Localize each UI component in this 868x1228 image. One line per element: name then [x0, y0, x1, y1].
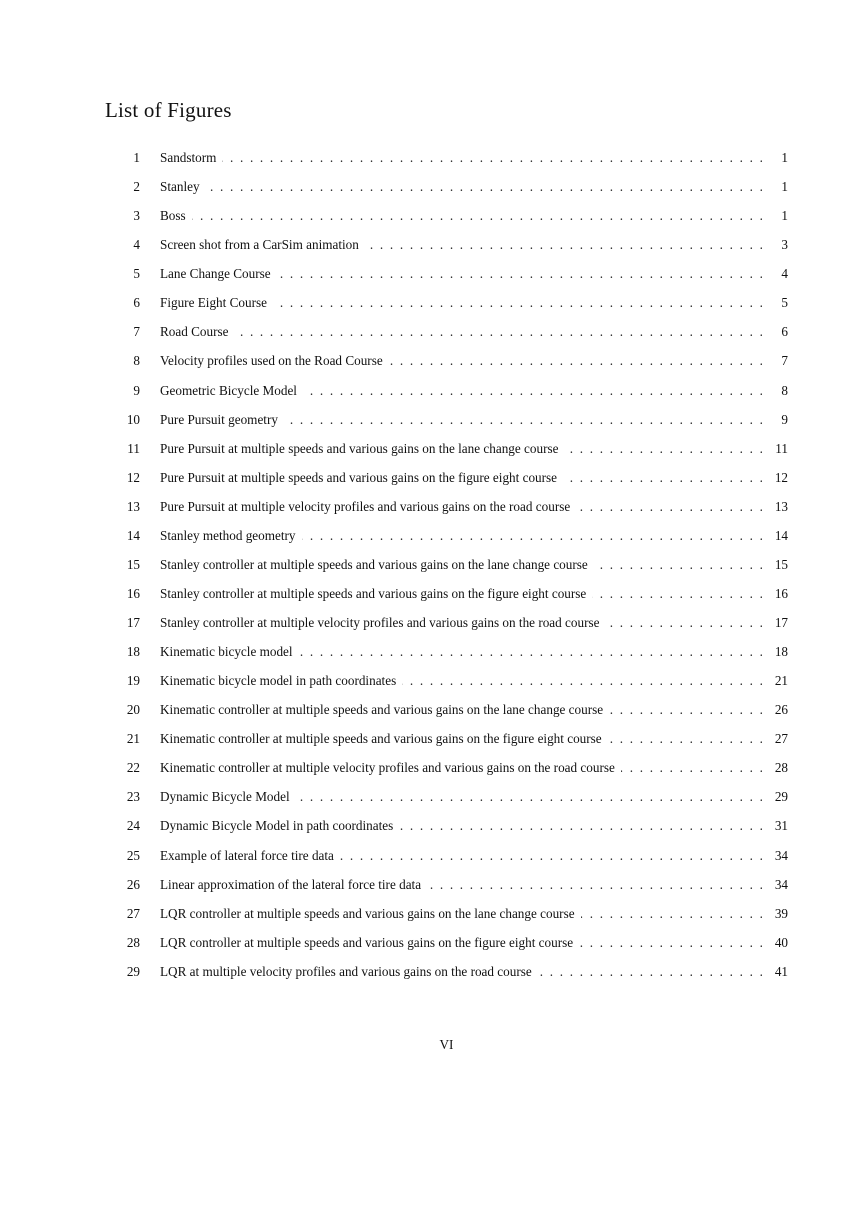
figure-page-number[interactable]: 3	[781, 237, 788, 253]
figure-title-wrap	[160, 760, 758, 778]
figure-title-wrap	[160, 789, 758, 807]
figure-title-wrap	[160, 208, 758, 226]
figure-page-number[interactable]: 7	[781, 353, 788, 369]
figure-number: 19	[126, 673, 140, 689]
figure-number: 2	[133, 179, 140, 195]
figure-title-wrap	[160, 818, 758, 836]
figure-entry[interactable]	[0, 378, 868, 407]
figure-number: 7	[133, 324, 140, 340]
figure-title[interactable]: Linear approximation of the lateral force tire data	[160, 877, 427, 892]
figure-entry[interactable]	[0, 843, 868, 872]
figure-title-wrap	[160, 615, 758, 633]
figure-entry[interactable]	[0, 319, 868, 348]
figure-number: 12	[126, 469, 140, 485]
figure-title[interactable]: Road Course	[160, 324, 235, 339]
figure-title-wrap	[160, 935, 758, 953]
figure-number: 10	[126, 411, 140, 427]
figure-title[interactable]: Kinematic bicycle model	[160, 644, 299, 659]
figure-title-wrap	[160, 324, 758, 342]
figure-title[interactable]: Sandstorm	[160, 150, 222, 165]
figure-title[interactable]: Kinematic controller at multiple speeds and various gains on the lane change course	[160, 702, 609, 717]
figure-number: 4	[133, 237, 140, 253]
figure-page-number[interactable]: 27	[774, 731, 788, 747]
figure-entry[interactable]	[0, 465, 868, 494]
figure-title[interactable]: Screen shot from a CarSim animation	[160, 237, 365, 252]
figure-entry[interactable]	[0, 348, 868, 377]
figure-title[interactable]: Pure Pursuit geometry	[160, 412, 284, 427]
figure-entry[interactable]	[0, 610, 868, 639]
figure-title[interactable]: Example of lateral force tire data	[160, 848, 340, 863]
figure-title-wrap	[160, 673, 758, 691]
figure-number: 11	[127, 440, 140, 456]
figure-title[interactable]: Dynamic Bicycle Model in path coordinates	[160, 818, 399, 833]
figure-page-number[interactable]: 21	[774, 673, 788, 689]
figure-title-wrap	[160, 237, 758, 255]
figure-number: 5	[133, 266, 140, 282]
figure-title[interactable]: Pure Pursuit at multiple speeds and various gains on the lane change course	[160, 441, 564, 456]
figure-title-wrap	[160, 353, 758, 371]
figure-page-number[interactable]: 28	[774, 760, 788, 776]
figure-number: 6	[133, 295, 140, 311]
figure-title-wrap	[160, 644, 758, 662]
figure-page-number[interactable]: 39	[774, 905, 788, 921]
figure-title-wrap	[160, 557, 758, 575]
figure-page-number[interactable]: 40	[774, 934, 788, 950]
figure-title[interactable]: Pure Pursuit at multiple velocity profiles and various gains on the road course	[160, 499, 576, 514]
figure-entry[interactable]	[0, 290, 868, 319]
figure-title-wrap	[160, 295, 758, 313]
figure-page-number[interactable]: 41	[774, 963, 788, 979]
figure-number: 25	[126, 847, 140, 863]
figure-title-wrap	[160, 150, 758, 168]
figure-entry[interactable]	[0, 901, 868, 930]
figure-number: 20	[126, 702, 140, 718]
figure-title-wrap	[160, 528, 758, 546]
figure-title[interactable]: Lane Change Course	[160, 266, 277, 281]
figure-entry[interactable]	[0, 668, 868, 697]
figure-page-number[interactable]: 5	[781, 295, 788, 311]
figure-title[interactable]: Boss	[160, 208, 192, 223]
figure-number: 17	[126, 615, 140, 630]
figure-page-number[interactable]: 12	[774, 469, 788, 485]
figure-title[interactable]: LQR at multiple velocity profiles and various gains on the road course	[160, 964, 538, 979]
figure-title-wrap	[160, 266, 758, 284]
figure-title-wrap	[160, 441, 758, 459]
figure-entry[interactable]	[0, 697, 868, 726]
figure-page-number[interactable]: 31	[774, 818, 788, 834]
figure-number: 14	[126, 527, 140, 543]
figure-title[interactable]: Stanley	[160, 179, 206, 194]
figure-title[interactable]: Kinematic controller at multiple speeds and various gains on the figure eight course	[160, 731, 608, 746]
figure-title-wrap	[160, 586, 758, 604]
figure-page-number[interactable]: 1	[781, 150, 788, 165]
figure-title[interactable]: Geometric Bicycle Model	[160, 383, 303, 398]
figure-page-number[interactable]: 16	[774, 585, 788, 601]
figure-number: 27	[126, 905, 140, 921]
figure-title-wrap	[160, 470, 758, 488]
figure-title[interactable]: Stanley controller at multiple speeds and various gains on the figure eight course	[160, 586, 592, 601]
page-number: VI	[439, 1037, 454, 1052]
figure-entry[interactable]	[0, 872, 868, 901]
figure-page-number[interactable]: 8	[781, 382, 788, 398]
figure-title-wrap	[160, 964, 758, 982]
figure-title[interactable]: Stanley controller at multiple speeds and various gains on the lane change course	[160, 557, 594, 572]
figure-number: 24	[126, 818, 140, 834]
figure-page-number[interactable]: 4	[781, 266, 788, 282]
figure-title[interactable]: Figure Eight Course	[160, 295, 273, 310]
figure-entry[interactable]	[0, 203, 868, 232]
list-of-figures	[0, 145, 868, 988]
figure-number: 22	[126, 760, 140, 776]
figure-page-number[interactable]: 1	[781, 208, 788, 224]
figure-title-wrap	[160, 383, 758, 401]
figure-number: 3	[133, 208, 140, 224]
figure-page-number[interactable]: 26	[774, 702, 788, 718]
figure-entry[interactable]	[0, 930, 868, 959]
figure-number: 1	[133, 150, 140, 165]
figure-entry[interactable]	[0, 261, 868, 290]
figure-page-number[interactable]: 14	[774, 527, 788, 543]
figure-title[interactable]: Kinematic controller at multiple velocity profiles and various gains on the road course	[160, 760, 621, 775]
figure-entry[interactable]	[0, 726, 868, 755]
figure-number: 8	[133, 353, 140, 369]
figure-number: 18	[126, 644, 140, 660]
figure-title-wrap	[160, 179, 758, 197]
figure-title[interactable]: Kinematic bicycle model in path coordinates	[160, 673, 402, 688]
figure-title-wrap	[160, 848, 758, 866]
figure-entry[interactable]	[0, 232, 868, 261]
figure-title[interactable]: LQR controller at multiple speeds and various gains on the lane change course	[160, 906, 581, 921]
figure-number: 16	[126, 585, 140, 601]
figure-title-wrap	[160, 877, 758, 895]
figure-title[interactable]: Stanley controller at multiple velocity profiles and various gains on the road course	[160, 615, 605, 630]
figure-entry[interactable]	[0, 174, 868, 203]
figure-entry[interactable]	[0, 784, 868, 813]
figure-title[interactable]: Dynamic Bicycle Model	[160, 789, 296, 804]
page-title: List of Figures	[105, 98, 232, 122]
figure-page-number[interactable]: 9	[781, 411, 788, 427]
figure-number: 15	[126, 556, 140, 572]
figure-entry[interactable]	[0, 959, 868, 988]
figure-number: 13	[126, 498, 140, 514]
figure-page-number[interactable]: 6	[781, 324, 788, 340]
figure-title-wrap	[160, 906, 758, 924]
figure-page-number[interactable]: 13	[774, 498, 788, 514]
figure-entry[interactable]	[0, 436, 868, 465]
figure-entry[interactable]	[0, 639, 868, 668]
figure-page-number[interactable]: 15	[774, 556, 788, 572]
figure-number: 28	[126, 934, 140, 950]
figure-title[interactable]: LQR controller at multiple speeds and various gains on the figure eight course	[160, 935, 579, 950]
figure-entry[interactable]	[0, 407, 868, 436]
figure-number: 26	[126, 876, 140, 892]
figure-number: 21	[126, 731, 140, 747]
figure-page-number[interactable]: 1	[781, 179, 788, 195]
figure-page-number[interactable]: 34	[774, 876, 788, 892]
figure-title-wrap	[160, 499, 758, 517]
figure-entry[interactable]	[0, 755, 868, 784]
figure-page-number[interactable]: 11	[775, 440, 788, 456]
figure-entry[interactable]	[0, 494, 868, 523]
figure-page-number[interactable]: 29	[774, 789, 788, 805]
figure-title[interactable]: Pure Pursuit at multiple speeds and various gains on the figure eight course	[160, 470, 563, 485]
figure-title-wrap	[160, 731, 758, 749]
figure-entry[interactable]	[0, 552, 868, 581]
figure-number: 23	[126, 789, 140, 805]
figure-page-number[interactable]: 34	[774, 847, 788, 863]
figure-entry[interactable]	[0, 145, 868, 174]
figure-number: 29	[126, 963, 140, 979]
figure-page-number[interactable]: 18	[774, 644, 788, 660]
figure-entry[interactable]	[0, 581, 868, 610]
figure-entry[interactable]	[0, 813, 868, 842]
figure-title[interactable]: Velocity profiles used on the Road Course	[160, 353, 389, 368]
figure-number: 9	[133, 382, 140, 398]
figure-title-wrap	[160, 702, 758, 720]
figure-title[interactable]: Stanley method geometry	[160, 528, 302, 543]
figure-title-wrap	[160, 412, 758, 430]
figure-entry[interactable]	[0, 523, 868, 552]
figure-page-number[interactable]: 17	[774, 615, 788, 630]
